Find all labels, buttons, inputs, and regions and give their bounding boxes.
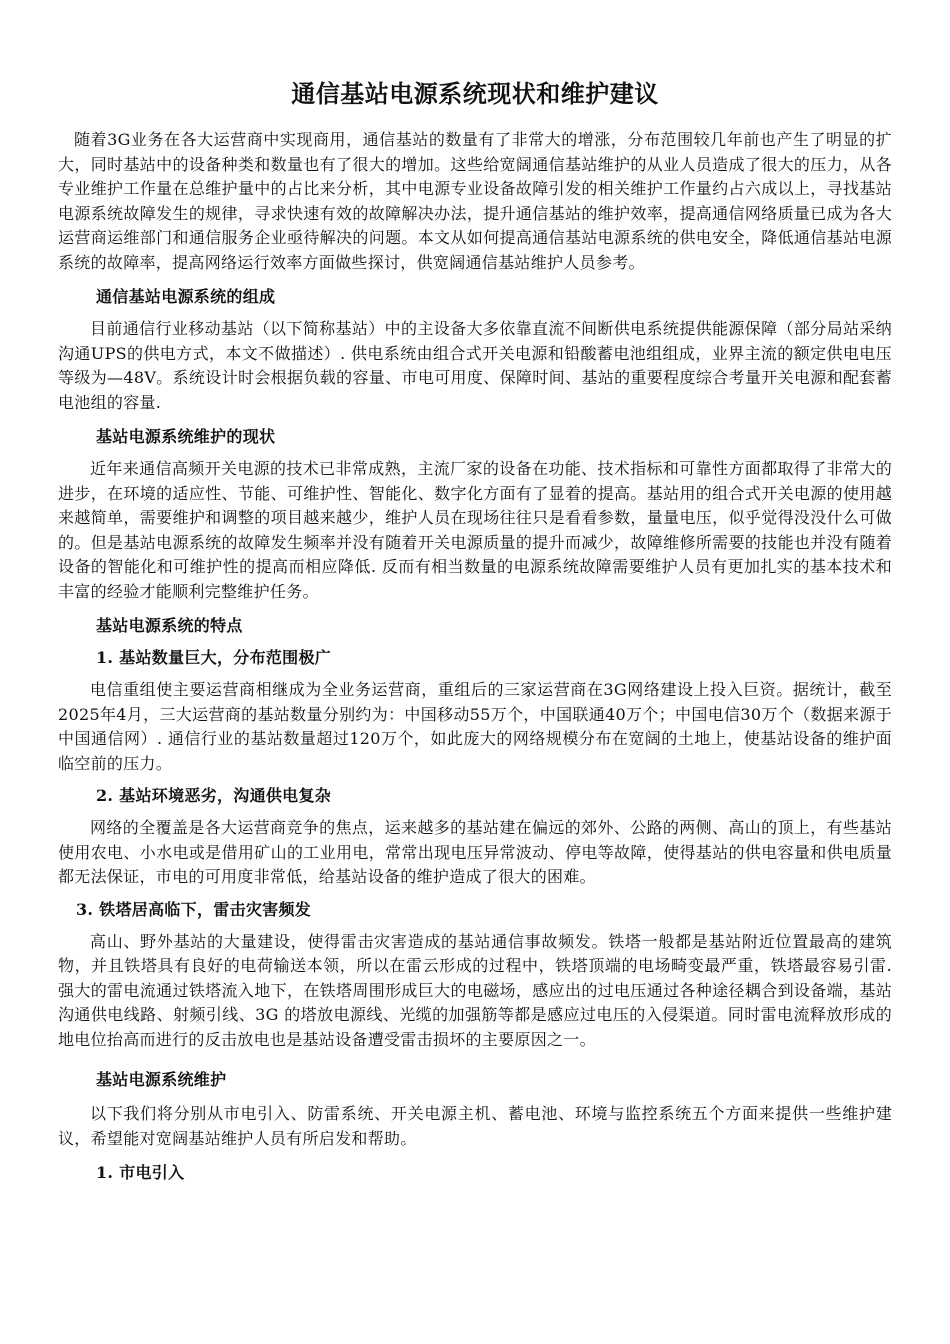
feature-paragraph-3: 高山、野外基站的大量建设，使得雷击灾害造成的基站通信事故频发。铁塔一般都是基站附近位置最高的建筑物，并且铁塔具有良好的电荷输送本领，所以在雷云形成的过程中，铁塔顶端的电场畸变最严重，铁塔最容易引雷. 强大的雷电流通过铁塔流入地下，在铁塔周围形成巨大的电磁场，感应出的过电压通过各种途径耦合到设备端，基站沟通供电线路、射频引线、3G 的塔放电源线、光缆的加强筋等都是感应过电压的入侵渠道。同时雷电流释放形成的地电位抬高而进行的反击放电也是基站设备遭受雷击损坏的主要原因之一。 <box>58 931 892 1049</box>
composition-paragraph: 目前通信行业移动基站（以下简称基站）中的主设备大多依靠直流不间断供电系统提供能源保障（部分局站采纳沟通UPS的供电方式，本文不做描述）. 供电系统由组合式开关电源和铅酸蓄电池组组成，业界主流的额定供电电压等级为—48V。系统设计时会根据负载的容量、市电可用度、保障时间、基站的重要程度综合考量开关电源和配套蓄电池组的容量. <box>58 319 892 412</box>
section-heading-features: 基站电源系统的特点 <box>96 616 243 635</box>
spacer <box>58 1052 892 1068</box>
section-heading-status: 基站电源系统维护的现状 <box>96 427 276 446</box>
spacer <box>58 638 892 646</box>
spacer <box>58 1151 892 1161</box>
feature-heading-2: 2. 基站环境恶劣，沟通供电复杂 <box>96 786 332 805</box>
spacer <box>58 604 892 614</box>
spacer <box>58 890 892 898</box>
spacer <box>58 1092 892 1102</box>
feature-heading-1: 1. 基站数量巨大，分布范围极广 <box>96 648 332 667</box>
section-heading-maintenance: 基站电源系统维护 <box>96 1070 227 1089</box>
spacer <box>58 449 892 457</box>
intro-paragraph: 随着3G业务在各大运营商中实现商用，通信基站的数量有了非常大的增涨，分布范围较几年前也产生了明显的扩大，同时基站中的设备种类和数量也有了很大的增加。这些给宽阔通信基站维护的从业人员造成了很大的压力，从各专业维护工作量在总维护量中的占比来分析，其中电源专业设备故障引发的相关维护工作量约占六成以上，寻找基站电源系统故障发生的规律，寻求快速有效的故障解决办法，提升通信基站的维护效率，提高通信网络质量已成为各大运营商运维部门和通信服务企业亟待解决的问题。本文从如何提高通信基站电源系统的供电安全，降低通信基站电源系统的故障率，提高网络运行效率方面做些探讨，供宽阔通信基站维护人员参考。 <box>58 130 892 272</box>
feature-heading-3: 3. 铁塔居高临下，雷击灾害频发 <box>76 899 312 919</box>
spacer <box>58 415 892 425</box>
maintenance-subheading-1: 1. 市电引入 <box>96 1163 185 1182</box>
feature-paragraph-2: 网络的全覆盖是各大运营商竞争的焦点，运来越多的基站建在偏远的郊外、公路的两侧、高山的顶上，有些基站使用农电、小水电或是借用矿山的工业用电，常常出现电压异常波动、停电等故障，使得基站的供电容量和供电质量都无法保证，市电的可用度非常低，给基站设备的维护造成了很大的困难。 <box>58 818 892 886</box>
document-page <box>58 76 892 1185</box>
spacer <box>58 922 892 930</box>
document-title: 通信基站电源系统现状和维护建议 <box>291 80 659 108</box>
spacer <box>58 275 892 285</box>
spacer <box>58 670 892 678</box>
feature-paragraph-1: 电信重组使主要运营商相继成为全业务运营商，重组后的三家运营商在3G网络建设上投入巨资。据统计，截至2025年4月，三大运营商的基站数量分别约为：中国移动55万个，中国联通40万个；中国电信30万个（数据来源于中国通信网）. 通信行业的基站数量超过120万个，如此庞大的网络规模分布在宽阔的土地上，使基站设备的维护面临空前的压力。 <box>58 680 892 773</box>
spacer <box>58 808 892 816</box>
status-paragraph: 近年来通信高频开关电源的技术已非常成熟，主流厂家的设备在功能、技术指标和可靠性方面都取得了非常大的进步，在环境的适应性、节能、可维护性、智能化、数字化方面有了显着的提高。基站用的组合式开关电源的使用越来越简单，需要维护和调整的项目越来越少，维护人员在现场往往只是看看参数，量量电压，似乎觉得没没什么可做的。但是基站电源系统的故障发生频率并没有随着开关电源质量的提升而减少，故障维修所需要的技能也并没有随着设备的智能化和可维护性的提高而相应降低. 反而有相当数量的电源系统故障需要维护人员有更加扎实的基本技术和丰富的经验才能顺利完整维护任务。 <box>58 459 892 601</box>
maintenance-paragraph: 以下我们将分别从市电引入、防雷系统、开关电源主机、蓄电池、环境与监控系统五个方面来提供一些维护建议，希望能对宽阔基站维护人员有所启发和帮助。 <box>58 1104 892 1148</box>
section-heading-composition: 通信基站电源系统的组成 <box>96 287 276 306</box>
spacer <box>58 309 892 317</box>
spacer <box>58 776 892 784</box>
